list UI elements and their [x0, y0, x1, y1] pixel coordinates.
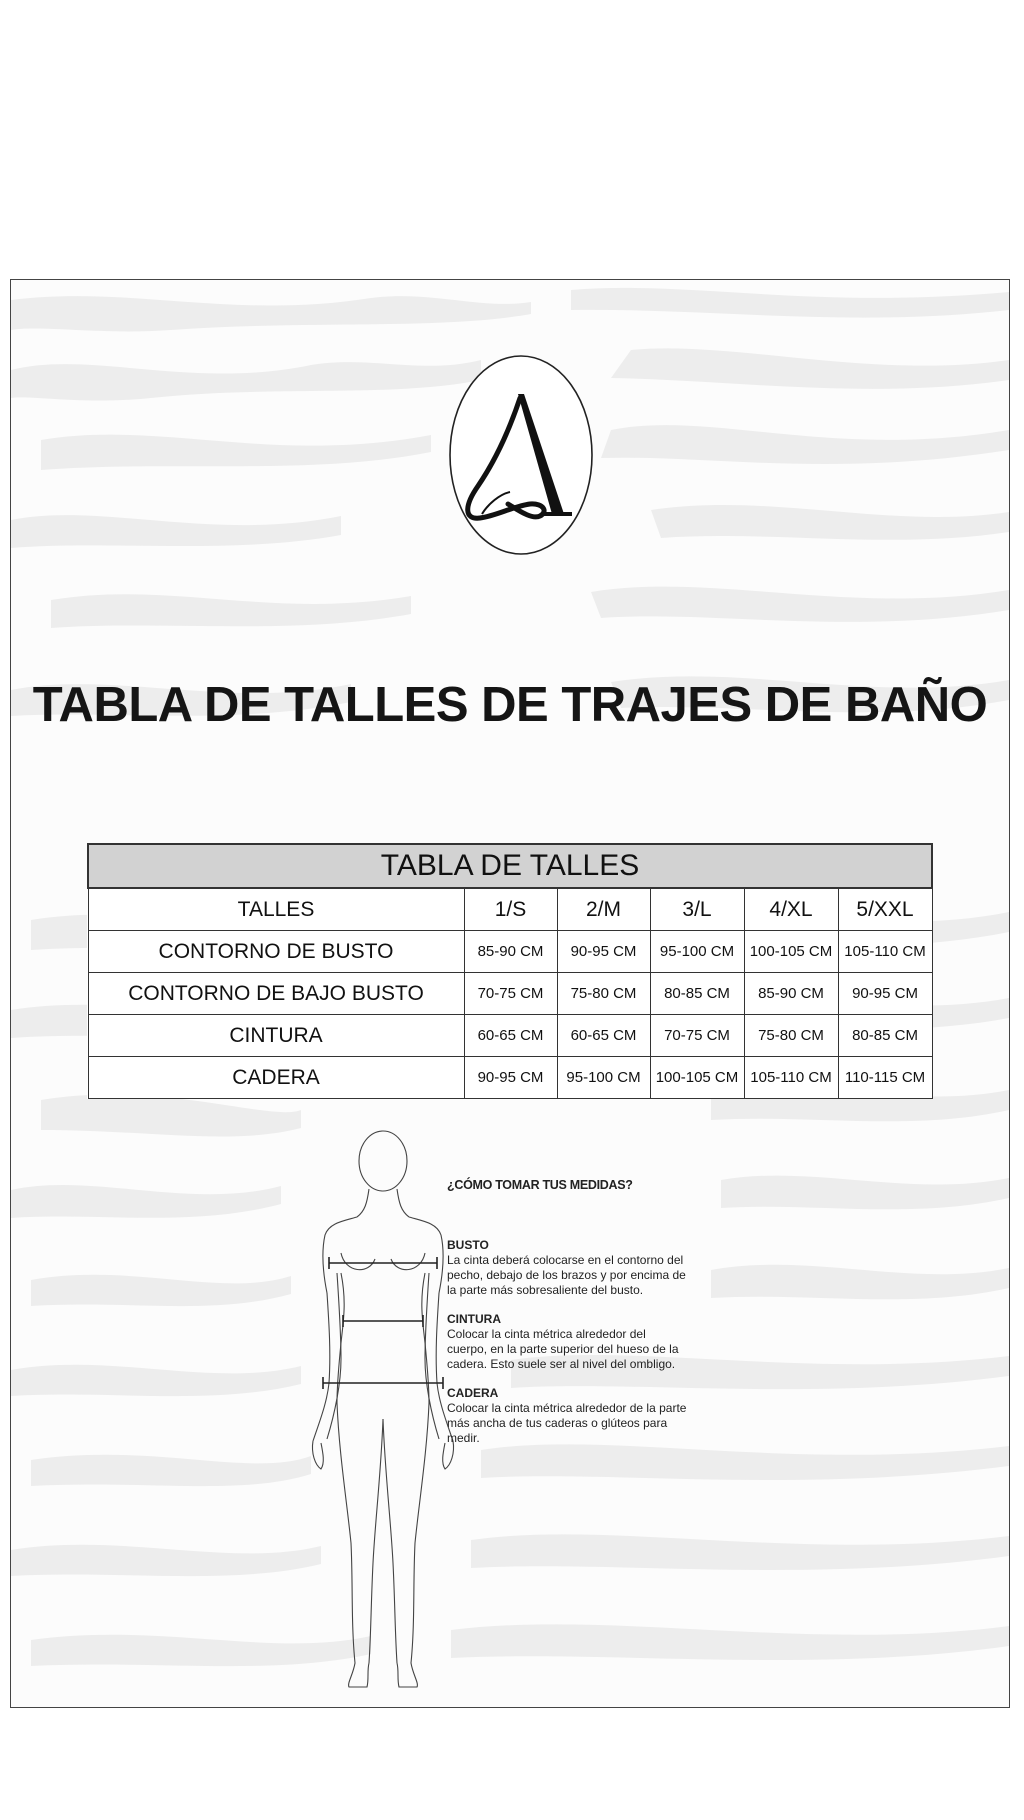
- row-label: CONTORNO DE BUSTO: [88, 931, 464, 973]
- column-header: 2/M: [557, 888, 650, 931]
- waist-text: Colocar la cinta métrica alrededor del cuerpo, en la parte superior del hueso de la cadera. Esto suele ser al nivel del ombligo.: [447, 1327, 679, 1371]
- table-cell: 70-75 CM: [650, 1015, 744, 1057]
- table-cell: 105-110 CM: [744, 1057, 838, 1099]
- table-cell: 60-65 CM: [464, 1015, 557, 1057]
- table-cell: 90-95 CM: [464, 1057, 557, 1099]
- hip-text: Colocar la cinta métrica alrededor de la parte más ancha de tus caderas o glúteos para medir.: [447, 1401, 687, 1445]
- table-cell: 110-115 CM: [838, 1057, 932, 1099]
- table-row: [88, 931, 932, 973]
- table-cell: 80-85 CM: [838, 1015, 932, 1057]
- size-table: [87, 843, 933, 1099]
- row-label: CADERA: [88, 1057, 464, 1099]
- table-cell: 85-90 CM: [744, 973, 838, 1015]
- table-row: [88, 1015, 932, 1057]
- table-cell: 75-80 CM: [744, 1015, 838, 1057]
- measurement-instructions: [447, 1178, 707, 1460]
- row-label: CINTURA: [88, 1015, 464, 1057]
- ornate-letter-a-logo: [448, 354, 594, 556]
- table-header-row: [88, 888, 932, 931]
- instructions-heading: ¿CÓMO TOMAR TUS MEDIDAS?: [447, 1178, 633, 1192]
- table-cell: 70-75 CM: [464, 973, 557, 1015]
- column-header: 4/XL: [744, 888, 838, 931]
- table-cell: 75-80 CM: [557, 973, 650, 1015]
- table-cell: 90-95 CM: [838, 973, 932, 1015]
- table-cell: 100-105 CM: [744, 931, 838, 973]
- hip-title: CADERA: [447, 1386, 499, 1400]
- column-header: 1/S: [464, 888, 557, 931]
- table-cell: 60-65 CM: [557, 1015, 650, 1057]
- table-row: [88, 1057, 932, 1099]
- waist-title: CINTURA: [447, 1312, 501, 1326]
- page-title: TABLA DE TALLES DE TRAJES DE BAÑO: [32, 678, 988, 732]
- bust-text: La cinta deberá colocarse en el contorno del pecho, debajo de los brazos y por encima de la parte más sobresaliente del busto.: [447, 1253, 686, 1297]
- table-cell: 80-85 CM: [650, 973, 744, 1015]
- table-cell: 90-95 CM: [557, 931, 650, 973]
- table-cell: 100-105 CM: [650, 1057, 744, 1099]
- column-header: TALLES: [88, 888, 464, 931]
- table-cell: 95-100 CM: [650, 931, 744, 973]
- column-header: 3/L: [650, 888, 744, 931]
- table-cell: 105-110 CM: [838, 931, 932, 973]
- table-cell: 95-100 CM: [557, 1057, 650, 1099]
- body-measurement-figure: [307, 1123, 459, 1693]
- row-label: CONTORNO DE BAJO BUSTO: [88, 973, 464, 1015]
- bust-title: BUSTO: [447, 1238, 489, 1252]
- table-cell: 85-90 CM: [464, 931, 557, 973]
- size-chart-sheet: [10, 279, 1010, 1708]
- column-header: 5/XXL: [838, 888, 932, 931]
- size-table-title: TABLA DE TALLES: [88, 844, 932, 888]
- table-row: [88, 973, 932, 1015]
